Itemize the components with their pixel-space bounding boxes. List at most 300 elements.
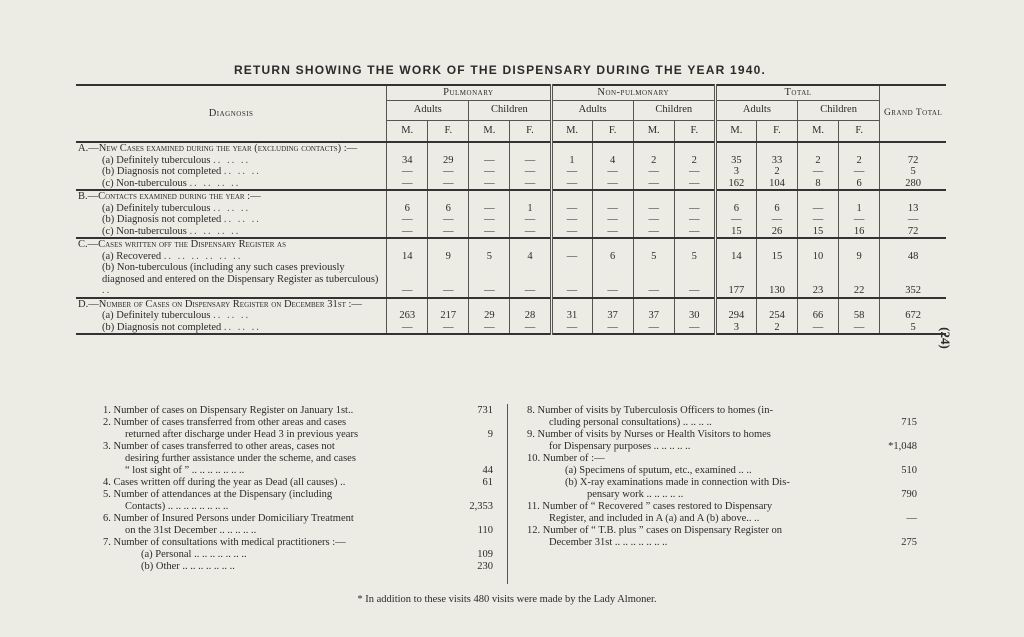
page-number: (24): [937, 327, 953, 349]
row-label-text: (a) Definitely tuberculous: [102, 310, 211, 321]
list-item: [527, 441, 917, 453]
leader-dots: .. .. ..: [213, 154, 251, 166]
value-cell: —: [428, 226, 469, 239]
col-f: F.: [592, 120, 633, 142]
list-item: [527, 501, 917, 513]
empty-cell: [633, 238, 674, 251]
value-cell: —: [756, 214, 797, 226]
item-value: 109: [477, 549, 493, 560]
row-label-text: (a) Definitely tuberculous: [102, 202, 211, 214]
value-cell: 28: [510, 310, 551, 322]
value-cell: —: [387, 322, 428, 335]
value-cell: 6: [592, 251, 633, 263]
empty-cell: [592, 190, 633, 203]
empty-cell: [756, 142, 797, 155]
value-cell: —: [510, 166, 551, 178]
row-label: [76, 226, 387, 239]
item-text: December 31st .. .. .. .. .. .. ..: [549, 537, 668, 548]
value-cell: 22: [839, 262, 880, 298]
item-value: [453, 453, 493, 465]
leader-dots: .. .. ..: [213, 310, 251, 321]
value-cell: —: [592, 166, 633, 178]
value-cell: 3: [715, 322, 756, 335]
value-cell: —: [551, 322, 592, 335]
value-cell: 29: [469, 310, 510, 322]
item-value: 275: [901, 537, 917, 548]
empty-cell: [674, 238, 715, 251]
row-label: [76, 178, 387, 191]
value-cell: —: [592, 322, 633, 335]
leader-dots: .. .. ..: [223, 214, 261, 225]
value-cell: —: [674, 166, 715, 178]
value-cell: —: [387, 262, 428, 298]
value-cell: —: [469, 203, 510, 215]
footnote: * In addition to these visits 480 visits were made by the Lady Almoner.: [357, 594, 657, 605]
empty-cell: [756, 238, 797, 251]
empty-cell: [798, 142, 839, 155]
value-cell: 66: [798, 310, 839, 322]
value-cell: —: [674, 203, 715, 215]
item-value: 790: [901, 489, 917, 500]
empty-cell: [674, 142, 715, 155]
list-item: [527, 429, 917, 441]
diagnosis-header: Diagnosis: [76, 85, 387, 142]
col-f: F.: [756, 120, 797, 142]
value-cell: —: [633, 178, 674, 191]
empty-cell: [798, 298, 839, 311]
item-text: 8. Number of visits by Tuberculosis Officers to homes (in-: [527, 405, 773, 416]
empty-cell: [551, 142, 592, 155]
value-cell: —: [510, 226, 551, 239]
value-cell: 15: [715, 226, 756, 239]
col-m: M.: [469, 120, 510, 142]
col-m: M.: [715, 120, 756, 142]
value-cell: 35: [715, 155, 756, 167]
grand-total-cell: 72: [880, 226, 946, 239]
nonpulm-adults-header: Adults: [551, 100, 633, 120]
value-cell: —: [469, 214, 510, 226]
value-cell: 1: [510, 203, 551, 215]
item-value: 44: [482, 465, 493, 476]
empty-cell: [715, 298, 756, 311]
table-body: [76, 142, 946, 334]
value-cell: —: [387, 226, 428, 239]
value-cell: —: [592, 214, 633, 226]
value-cell: —: [715, 214, 756, 226]
table-row: [76, 251, 946, 263]
col-f: F.: [839, 120, 880, 142]
item-value: [877, 453, 917, 465]
empty-cell: [510, 238, 551, 251]
value-cell: —: [633, 262, 674, 298]
row-label: [76, 203, 387, 215]
item-text: (b) Other .. .. .. .. .. .. ..: [141, 561, 235, 572]
item-value: [877, 501, 917, 513]
value-cell: —: [510, 262, 551, 298]
item-value: [877, 525, 917, 537]
list-item: [527, 405, 917, 417]
item-text: Register, and included in A (a) and A (b) above.. ..: [549, 513, 760, 524]
value-cell: —: [592, 262, 633, 298]
item-value: 731: [477, 405, 493, 416]
empty-cell: [387, 298, 428, 311]
list-item: [527, 537, 917, 549]
list-item: [103, 465, 493, 477]
value-cell: 2: [633, 155, 674, 167]
value-cell: —: [592, 226, 633, 239]
empty-cell: [428, 142, 469, 155]
total-children-header: Children: [798, 100, 880, 120]
right-notes: [527, 405, 917, 549]
value-cell: —: [674, 178, 715, 191]
value-cell: 37: [592, 310, 633, 322]
list-item: [103, 405, 493, 417]
grand-total-cell: 352: [880, 262, 946, 298]
item-value: 110: [477, 525, 493, 536]
table-row: [76, 226, 946, 239]
value-cell: —: [510, 214, 551, 226]
value-cell: 2: [798, 155, 839, 167]
value-cell: 33: [756, 155, 797, 167]
pulm-children-header: Children: [469, 100, 551, 120]
grand-total-cell: 672: [880, 310, 946, 322]
value-cell: 217: [428, 310, 469, 322]
empty-cell: [839, 142, 880, 155]
value-cell: —: [469, 166, 510, 178]
item-text: (a) Specimens of sputum, etc., examined .. ..: [565, 465, 752, 476]
pulmonary-header: Pulmonary: [387, 85, 551, 100]
value-cell: —: [674, 262, 715, 298]
leader-dots: .. .. .. ..: [189, 225, 241, 237]
row-label-text: (c) Non-tuberculous: [102, 177, 187, 189]
value-cell: 15: [798, 226, 839, 239]
list-item: [103, 513, 493, 525]
list-item: [527, 417, 917, 429]
empty-cell: [469, 190, 510, 203]
item-text: (b) X-ray examinations made in connection with Dis-: [565, 477, 790, 488]
value-cell: —: [839, 214, 880, 226]
row-label-text: (b) Non-tuberculous (including any such cases previously diagnosed and entered on the Dispensary Register as tuberculous): [102, 262, 379, 285]
col-f: F.: [674, 120, 715, 142]
list-item: [103, 477, 493, 489]
row-label: [76, 322, 387, 335]
list-item: [103, 429, 493, 441]
row-label: [76, 251, 387, 263]
col-m: M.: [798, 120, 839, 142]
list-item: [103, 561, 493, 573]
item-text: 7. Number of consultations with medical practitioners :—: [103, 537, 346, 548]
value-cell: 15: [756, 251, 797, 263]
value-cell: 5: [674, 251, 715, 263]
item-text: on the 31st December .. .. .. .. ..: [125, 525, 257, 536]
item-text: desiring further assistance under the scheme, and cases: [125, 453, 356, 464]
list-item: [527, 465, 917, 477]
value-cell: 9: [839, 251, 880, 263]
value-cell: —: [510, 322, 551, 335]
value-cell: —: [633, 322, 674, 335]
empty-cell: [428, 190, 469, 203]
item-text: (a) Personal .. .. .. .. .. .. ..: [141, 549, 247, 560]
item-text: returned after discharge under Head 3 in previous years: [125, 429, 359, 440]
value-cell: 294: [715, 310, 756, 322]
grand-total-cell: 48: [880, 251, 946, 263]
value-cell: 1: [839, 203, 880, 215]
value-cell: —: [633, 166, 674, 178]
value-cell: —: [674, 322, 715, 335]
table-row: [76, 262, 946, 298]
value-cell: —: [798, 214, 839, 226]
row-label-text: (b) Diagnosis not completed: [102, 321, 222, 333]
item-value: [453, 537, 493, 549]
value-cell: 16: [839, 226, 880, 239]
empty-cell: [428, 298, 469, 311]
value-cell: —: [551, 251, 592, 263]
value-cell: 6: [387, 203, 428, 215]
row-label-text: (a) Definitely tuberculous: [102, 154, 211, 166]
empty-cell: [387, 190, 428, 203]
value-cell: —: [798, 203, 839, 215]
row-label: [76, 262, 387, 298]
grand-total-cell: 280: [880, 178, 946, 191]
item-text: cluding personal consultations) .. .. .. ..: [549, 417, 712, 428]
list-item: [103, 501, 493, 513]
list-item: [103, 537, 493, 549]
col-f: F.: [428, 120, 469, 142]
empty-cell: [469, 142, 510, 155]
item-text: 9. Number of visits by Nurses or Health Visitors to homes: [527, 429, 771, 440]
value-cell: 14: [387, 251, 428, 263]
leader-dots: .. .. ..: [213, 202, 251, 214]
value-cell: —: [551, 178, 592, 191]
value-cell: 254: [756, 310, 797, 322]
item-value: [453, 417, 493, 429]
empty-cell: [633, 142, 674, 155]
empty-cell: [633, 190, 674, 203]
value-cell: —: [674, 214, 715, 226]
value-cell: 23: [798, 262, 839, 298]
value-cell: 5: [633, 251, 674, 263]
value-cell: —: [839, 166, 880, 178]
item-text: 10. Number of :—: [527, 453, 605, 464]
section-heading: C.—Cases written off the Dispensary Register as: [78, 239, 286, 250]
item-value: [877, 477, 917, 489]
section-heading: A.—New Cases examined during the year (excluding contacts) :—: [78, 143, 358, 154]
table-row: [76, 178, 946, 191]
empty-cell: [715, 142, 756, 155]
leader-dots: .. .. .. ..: [189, 177, 241, 189]
list-item: [527, 489, 917, 501]
value-cell: —: [387, 166, 428, 178]
empty-cell: [674, 190, 715, 203]
value-cell: 2: [839, 155, 880, 167]
empty-cell: [592, 142, 633, 155]
row-label-text: (b) Diagnosis not completed: [102, 214, 222, 225]
item-value: [453, 513, 493, 525]
value-cell: —: [428, 262, 469, 298]
value-cell: —: [428, 178, 469, 191]
value-cell: 34: [387, 155, 428, 167]
item-text: “ lost sight of ” .. .. .. .. .. .. ..: [125, 465, 245, 476]
value-cell: —: [633, 203, 674, 215]
grand-total-cell: 72: [880, 155, 946, 167]
value-cell: —: [428, 322, 469, 335]
value-cell: —: [551, 203, 592, 215]
list-item: [527, 525, 917, 537]
item-text: pensary work .. .. .. .. ..: [587, 489, 684, 500]
section-heading: D.—Number of Cases on Dispensary Register on December 31st :—: [78, 298, 362, 310]
left-notes: [103, 405, 493, 573]
value-cell: 29: [428, 155, 469, 167]
empty-cell: [880, 238, 946, 251]
leader-dots: .. .. ..: [223, 166, 261, 177]
empty-cell: [715, 190, 756, 203]
value-cell: —: [387, 178, 428, 191]
empty-cell: [469, 238, 510, 251]
grand-total-header: Grand Total: [880, 85, 946, 142]
col-m: M.: [633, 120, 674, 142]
empty-cell: [880, 142, 946, 155]
value-cell: —: [469, 155, 510, 167]
row-label-text: (a) Recovered: [102, 250, 162, 262]
item-value: *1,048: [888, 441, 917, 452]
item-value: 230: [477, 561, 493, 572]
col-f: F.: [510, 120, 551, 142]
value-cell: 10: [798, 251, 839, 263]
value-cell: 31: [551, 310, 592, 322]
value-cell: —: [633, 214, 674, 226]
grand-total-cell: 5: [880, 322, 946, 335]
empty-cell: [880, 298, 946, 311]
item-value: 715: [901, 417, 917, 428]
row-label-text: (c) Non-tuberculous: [102, 225, 187, 237]
value-cell: 1: [551, 155, 592, 167]
value-cell: 4: [592, 155, 633, 167]
item-text: 5. Number of attendances at the Dispensary (including: [103, 489, 333, 500]
value-cell: —: [469, 262, 510, 298]
value-cell: 58: [839, 310, 880, 322]
item-text: 2. Number of cases transferred from other areas and cases: [103, 417, 347, 428]
col-m: M.: [387, 120, 428, 142]
value-cell: 177: [715, 262, 756, 298]
item-value: 9: [487, 429, 493, 440]
empty-cell: [839, 298, 880, 311]
nonpulm-children-header: Children: [633, 100, 715, 120]
value-cell: —: [839, 322, 880, 335]
leader-dots: .. .. .. .. .. ..: [163, 250, 243, 262]
value-cell: —: [469, 226, 510, 239]
value-cell: 30: [674, 310, 715, 322]
non-pulmonary-header: Non-pulmonary: [551, 85, 715, 100]
value-cell: 2: [756, 322, 797, 335]
value-cell: 6: [756, 203, 797, 215]
item-text: 3. Number of cases transferred to other areas, cases not: [103, 441, 335, 452]
total-header: Total: [715, 85, 879, 100]
item-value: [877, 405, 917, 417]
value-cell: 6: [715, 203, 756, 215]
row-label: [76, 310, 387, 322]
empty-cell: [839, 190, 880, 203]
value-cell: —: [551, 214, 592, 226]
item-text: 6. Number of Insured Persons under Domiciliary Treatment: [103, 513, 354, 524]
list-item: [527, 453, 917, 465]
table-row: [76, 322, 946, 335]
item-text: 4. Cases written off during the year as Dead (all causes) ..: [103, 477, 346, 488]
column-divider: [507, 404, 508, 584]
value-cell: —: [798, 166, 839, 178]
value-cell: —: [428, 166, 469, 178]
value-cell: —: [428, 214, 469, 226]
item-value: [453, 489, 493, 501]
value-cell: 104: [756, 178, 797, 191]
page-title: RETURN SHOWING THE WORK OF THE DISPENSARY DURING THE YEAR 1940.: [233, 63, 767, 77]
item-value: 61: [482, 477, 493, 488]
item-text: for Dispensary purposes .. .. .. .. ..: [549, 441, 691, 452]
list-item: [103, 441, 493, 453]
value-cell: 8: [798, 178, 839, 191]
col-m: M.: [551, 120, 592, 142]
value-cell: 6: [839, 178, 880, 191]
empty-cell: [715, 238, 756, 251]
table-row: [76, 166, 946, 178]
table-row: [76, 203, 946, 215]
value-cell: 162: [715, 178, 756, 191]
empty-cell: [469, 298, 510, 311]
value-cell: 9: [428, 251, 469, 263]
value-cell: 37: [633, 310, 674, 322]
dispensary-table: [76, 84, 946, 335]
item-value: 510: [901, 465, 917, 476]
item-value: 2,353: [469, 501, 493, 512]
row-label: [76, 155, 387, 167]
value-cell: —: [674, 226, 715, 239]
value-cell: 2: [674, 155, 715, 167]
empty-cell: [551, 190, 592, 203]
value-cell: —: [510, 178, 551, 191]
list-item: [103, 489, 493, 501]
leader-dots: .. .. ..: [223, 321, 261, 333]
value-cell: 2: [756, 166, 797, 178]
list-item: [103, 525, 493, 537]
grand-total-cell: —: [880, 214, 946, 226]
value-cell: —: [387, 214, 428, 226]
item-text: Contacts) .. .. .. .. .. .. .. ..: [125, 501, 229, 512]
empty-cell: [510, 142, 551, 155]
empty-cell: [387, 142, 428, 155]
list-item: [103, 417, 493, 429]
row-label-text: (b) Diagnosis not completed: [102, 166, 222, 177]
table-row: [76, 155, 946, 167]
item-value: [453, 441, 493, 453]
list-item: [527, 513, 917, 525]
pulm-adults-header: Adults: [387, 100, 469, 120]
value-cell: 130: [756, 262, 797, 298]
value-cell: 5: [469, 251, 510, 263]
empty-cell: [592, 238, 633, 251]
table-row: [76, 310, 946, 322]
value-cell: —: [551, 226, 592, 239]
value-cell: 26: [756, 226, 797, 239]
empty-cell: [839, 238, 880, 251]
list-item: [103, 453, 493, 465]
item-value: —: [906, 513, 917, 524]
empty-cell: [798, 238, 839, 251]
grand-total-cell: 13: [880, 203, 946, 215]
item-text: 11. Number of “ Recovered ” cases restored to Dispensary: [527, 501, 773, 512]
list-item: [527, 477, 917, 489]
value-cell: —: [798, 322, 839, 335]
empty-cell: [510, 190, 551, 203]
value-cell: —: [510, 155, 551, 167]
